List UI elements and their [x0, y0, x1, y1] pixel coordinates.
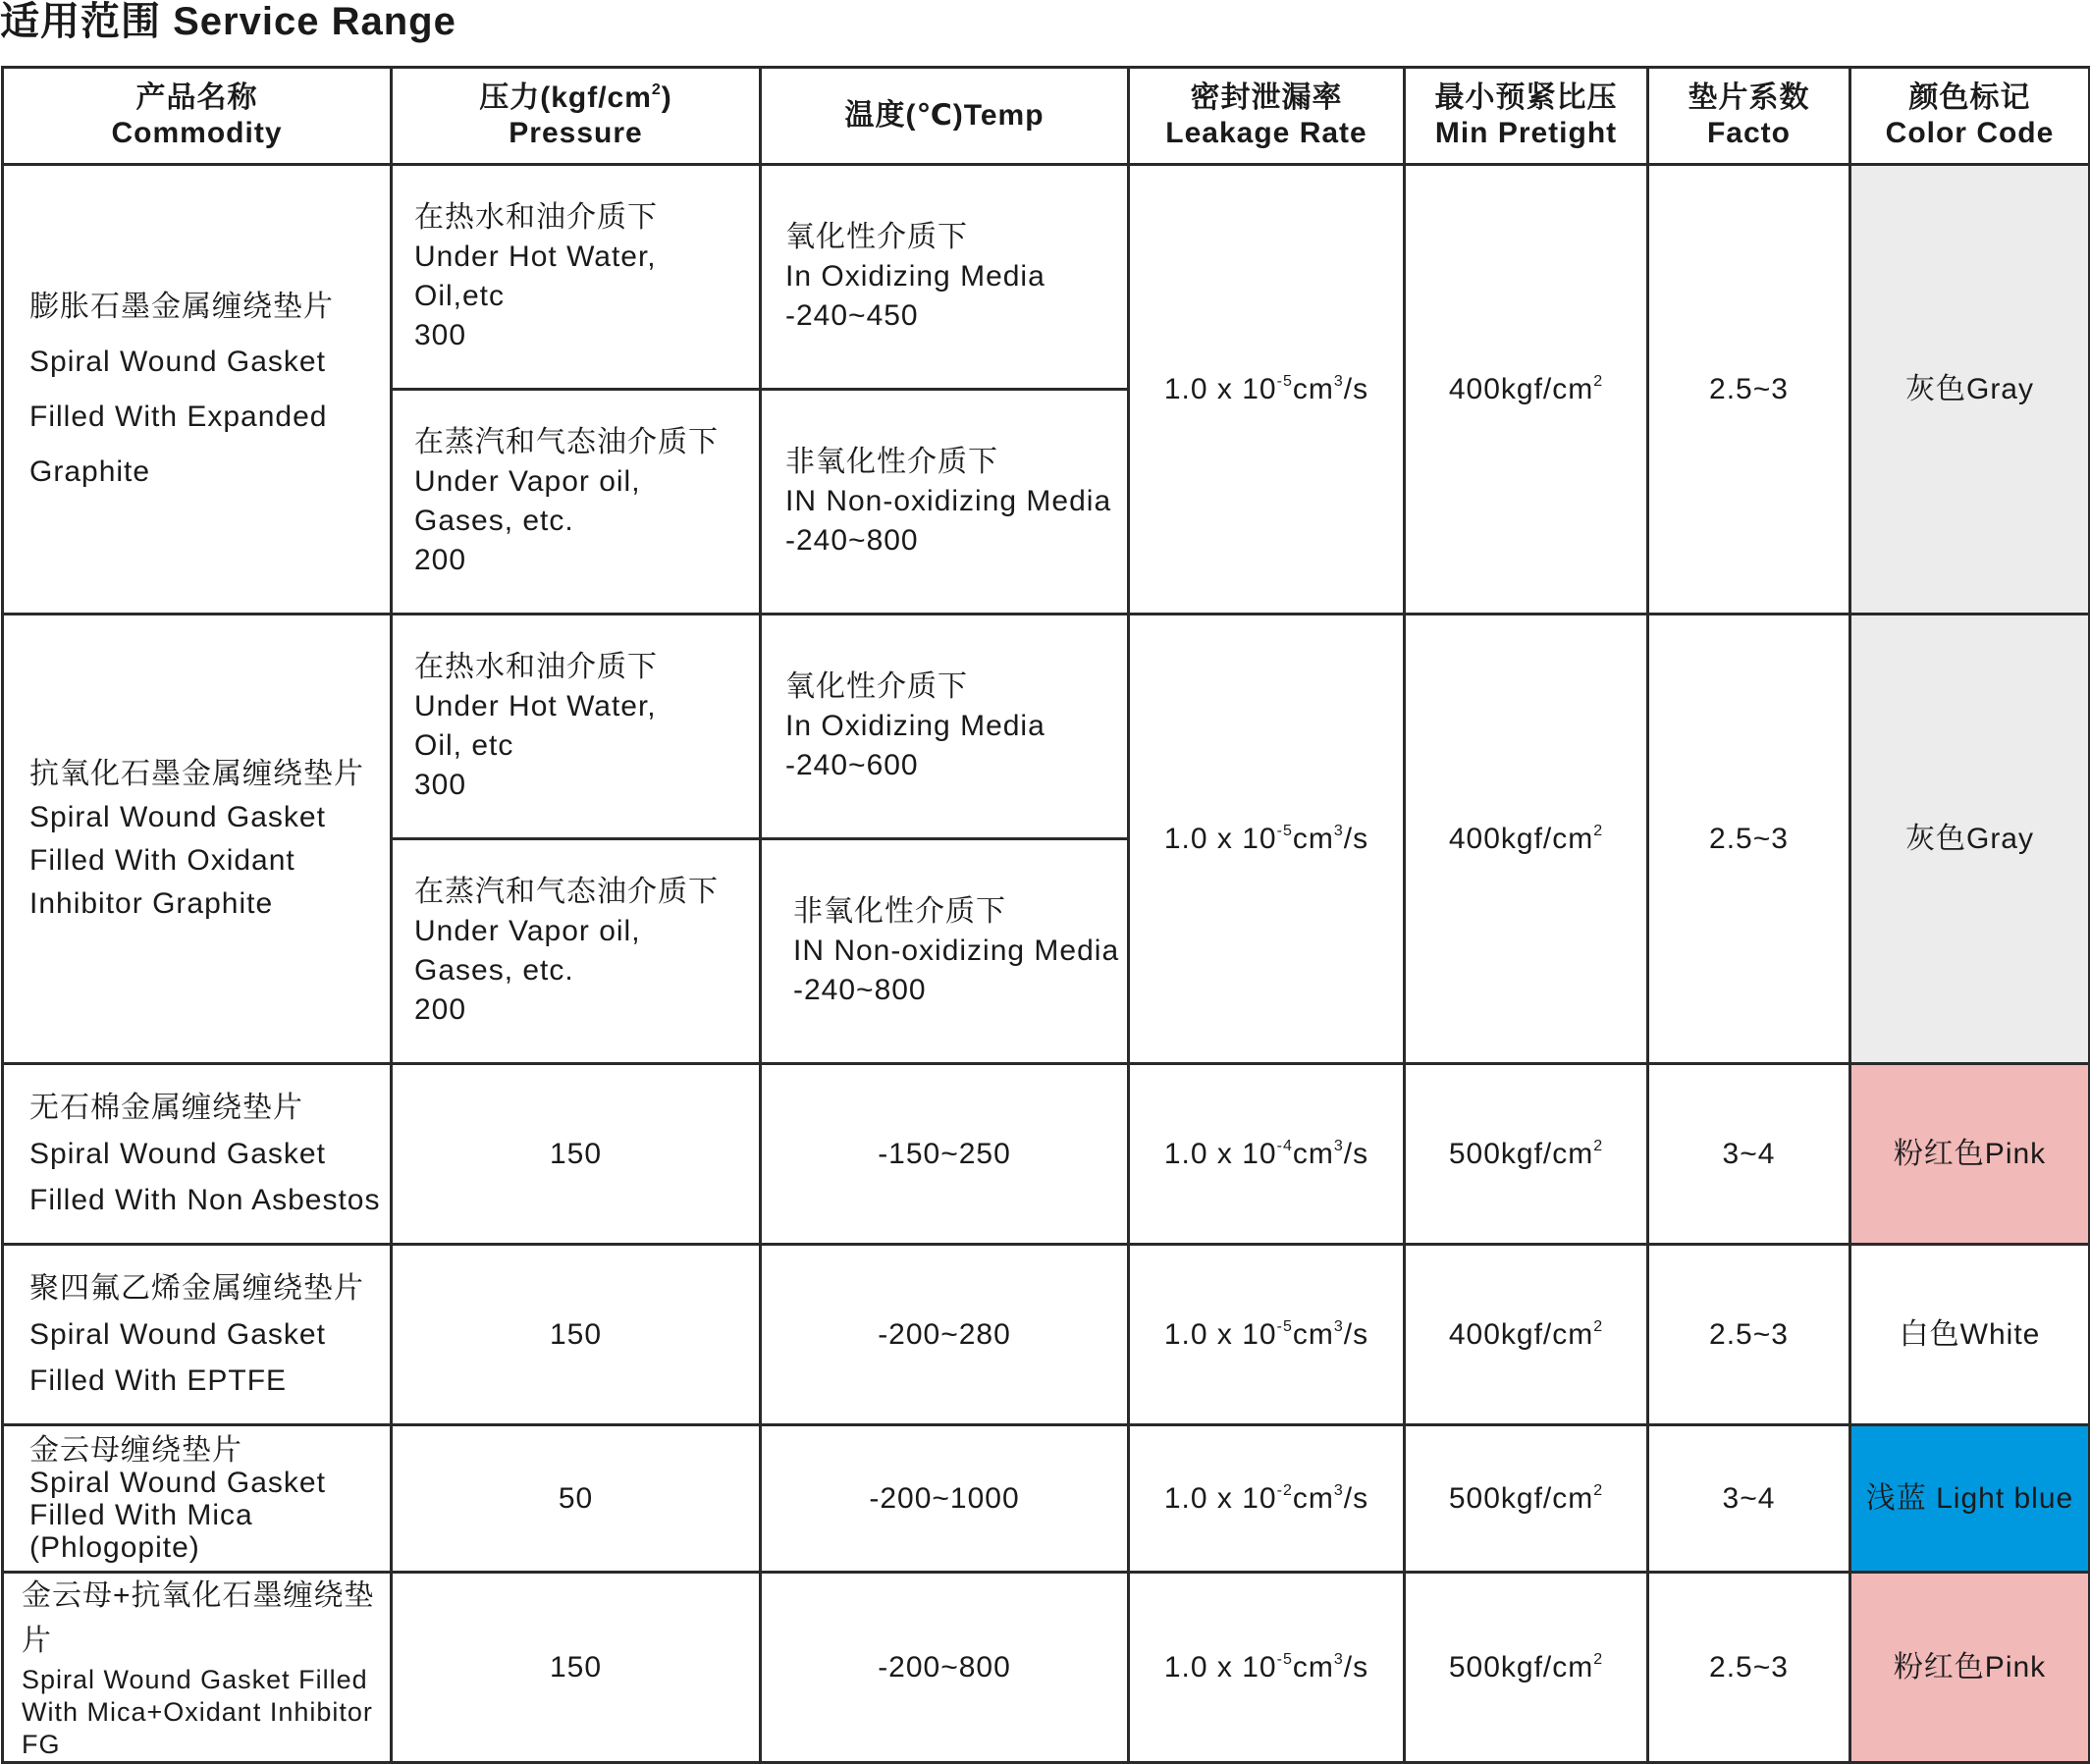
leakage-unit-exp: 3: [1333, 1317, 1344, 1335]
table-row: [3, 615, 2090, 839]
pretight-exp: 2: [1593, 822, 1604, 839]
header-pretight-en: Min Pretight: [1434, 117, 1618, 149]
leakage-unit: cm: [1292, 1137, 1334, 1170]
pretight-exp: 2: [1593, 1650, 1604, 1668]
temp-cell: -150~250: [761, 1064, 1129, 1245]
leakage-base: 1.0 x 10: [1163, 1137, 1277, 1170]
leakage-unit-exp: 3: [1333, 1650, 1344, 1668]
pretight-value: 400kgf/cm: [1448, 822, 1594, 855]
commodity-cn: 金云母+抗氧化石墨缠绕垫片: [22, 1579, 375, 1657]
pressure-cn: 在热水和油介质下: [414, 651, 658, 683]
table-row: [3, 1064, 2090, 1245]
leakage-suffix: /s: [1343, 372, 1369, 405]
pressure-cell: 150: [392, 1245, 761, 1425]
pressure-en: Under Hot Water,: [414, 241, 657, 273]
pretight-value: 400kgf/cm: [1448, 372, 1594, 405]
pretight-value: 500kgf/cm: [1448, 1137, 1594, 1170]
header-factor-cn: 垫片系数: [1688, 81, 1810, 114]
header-pressure: [392, 68, 761, 165]
pressure-cell: [392, 165, 761, 390]
header-leakage: [1129, 68, 1405, 165]
pretight-cell: [1405, 1425, 1648, 1573]
header-leakage-cn: 密封泄漏率: [1190, 81, 1343, 114]
header-pressure-close: ): [661, 81, 672, 114]
pretight-exp: 2: [1593, 1137, 1604, 1154]
leakage-suffix: /s: [1343, 1650, 1369, 1684]
header-commodity: [3, 68, 392, 165]
factor-cell: 2.5~3: [1648, 1245, 1850, 1425]
header-commodity-cn: 产品名称: [135, 81, 258, 114]
commodity-cell: [3, 1573, 392, 1763]
leakage-unit: cm: [1292, 1481, 1334, 1515]
pretight-exp: 2: [1593, 1317, 1604, 1335]
header-leakage-en: Leakage Rate: [1165, 117, 1367, 149]
commodity-en: Spiral Wound Gasket: [29, 1318, 326, 1351]
commodity-en: Inhibitor Graphite: [29, 886, 274, 920]
factor-cell: 2.5~3: [1648, 1573, 1850, 1763]
pretight-value: 400kgf/cm: [1448, 1317, 1594, 1351]
pretight-cell: [1405, 1245, 1648, 1425]
pressure-en: Under Vapor oil,: [414, 915, 641, 947]
pretight-cell: [1405, 165, 1648, 615]
leakage-exp: -5: [1276, 1317, 1293, 1335]
pretight-cell: [1405, 1573, 1648, 1763]
leakage-suffix: /s: [1343, 822, 1369, 855]
leakage-unit: cm: [1292, 1650, 1334, 1684]
leakage-exp: -5: [1276, 1650, 1293, 1668]
header-color: [1850, 68, 2090, 165]
color-code-cell: 灰色Gray: [1850, 615, 2090, 1064]
temp-en: IN Non-oxidizing Media: [785, 485, 1112, 517]
factor-cell: 3~4: [1648, 1064, 1850, 1245]
pressure-en: Under Hot Water,: [414, 690, 657, 722]
header-temp: 温度(℃)Temp: [761, 68, 1129, 165]
pretight-cell: [1405, 615, 1648, 1064]
header-pressure-text: 压力(kgf/cm: [479, 81, 652, 114]
leakage-unit: cm: [1292, 372, 1334, 405]
commodity-cn: 抗氧化石墨金属缠绕垫片: [29, 757, 364, 790]
commodity-cell: [3, 1064, 392, 1245]
leakage-unit-exp: 3: [1333, 822, 1344, 839]
leakage-cell: [1129, 1245, 1405, 1425]
pressure-cell: [392, 615, 761, 839]
header-color-cn: 颜色标记: [1908, 81, 2031, 114]
leakage-base: 1.0 x 10: [1163, 372, 1277, 405]
temp-value: -240~800: [793, 974, 927, 1006]
pressure-cell: 150: [392, 1064, 761, 1245]
leakage-suffix: /s: [1343, 1481, 1369, 1515]
factor-cell: 2.5~3: [1648, 615, 1850, 1064]
leakage-unit-exp: 3: [1333, 372, 1344, 390]
header-commodity-en: Commodity: [111, 117, 283, 149]
commodity-en: Filled With EPTFE: [29, 1364, 288, 1397]
leakage-unit-exp: 3: [1333, 1481, 1344, 1499]
commodity-en: (Phlogopite): [29, 1530, 200, 1564]
pressure-en: Gases, etc.: [414, 505, 574, 537]
pressure-cell: 150: [392, 1573, 761, 1763]
temp-en: In Oxidizing Media: [785, 260, 1045, 293]
pressure-cn: 在蒸汽和气态油介质下: [414, 876, 719, 908]
leakage-cell: [1129, 615, 1405, 1064]
header-row: [3, 68, 2090, 165]
temp-en: In Oxidizing Media: [785, 710, 1045, 742]
pressure-en: Oil,etc: [414, 280, 506, 312]
pressure-cn: 在蒸汽和气态油介质下: [414, 426, 719, 458]
commodity-cell: [3, 1425, 392, 1573]
pretight-cell: [1405, 1064, 1648, 1245]
pressure-value: 200: [414, 993, 467, 1026]
pressure-cell: [392, 390, 761, 615]
commodity-en: Filled With Mica: [29, 1498, 253, 1531]
pressure-cn: 在热水和油介质下: [414, 201, 658, 234]
table-row: [3, 1245, 2090, 1425]
leakage-exp: -5: [1276, 372, 1293, 390]
leakage-base: 1.0 x 10: [1163, 1317, 1277, 1351]
temp-cell: -200~280: [761, 1245, 1129, 1425]
commodity-cell: [3, 165, 392, 615]
temp-value: -240~450: [785, 299, 919, 332]
pressure-cell: 50: [392, 1425, 761, 1573]
commodity-en: Spiral Wound Gasket: [29, 800, 326, 833]
leakage-base: 1.0 x 10: [1163, 1650, 1277, 1684]
leakage-suffix: /s: [1343, 1137, 1369, 1170]
temp-value: -240~800: [785, 524, 919, 557]
table-row: [3, 1573, 2090, 1763]
temp-cell: [761, 615, 1129, 839]
temp-cn: 氧化性介质下: [785, 221, 968, 253]
pressure-cell: [392, 839, 761, 1064]
commodity-en: Graphite: [29, 454, 151, 488]
header-color-en: Color Code: [1885, 117, 2055, 149]
temp-cell: [761, 390, 1129, 615]
table-row: [3, 1425, 2090, 1573]
factor-cell: 3~4: [1648, 1425, 1850, 1573]
pressure-value: 300: [414, 319, 467, 351]
leakage-exp: -4: [1276, 1137, 1293, 1154]
pretight-value: 500kgf/cm: [1448, 1481, 1594, 1515]
pressure-en: Oil, etc: [414, 729, 514, 762]
header-pretight: [1405, 68, 1648, 165]
color-code-cell: 灰色Gray: [1850, 165, 2090, 615]
temp-value: -240~600: [785, 749, 919, 781]
commodity-cell: [3, 1245, 392, 1425]
commodity-en: Filled With Oxidant: [29, 843, 295, 877]
color-code-cell: 粉红色Pink: [1850, 1064, 2090, 1245]
leakage-cell: [1129, 165, 1405, 615]
color-code-cell: 浅蓝 Light blue: [1850, 1425, 2090, 1573]
color-code-cell: 白色White: [1850, 1245, 2090, 1425]
commodity-cn: 无石棉金属缠绕垫片: [29, 1092, 303, 1124]
pretight-exp: 2: [1593, 372, 1604, 390]
temp-cell: -200~800: [761, 1573, 1129, 1763]
header-factor-en: Facto: [1706, 117, 1791, 149]
commodity-en: Filled With Expanded: [29, 400, 328, 433]
leakage-exp: -2: [1276, 1481, 1293, 1499]
service-range-table: [1, 66, 2090, 1764]
pressure-en: Under Vapor oil,: [414, 465, 641, 498]
header-factor: [1648, 68, 1850, 165]
pretight-value: 500kgf/cm: [1448, 1650, 1594, 1684]
temp-cell: [761, 839, 1129, 1064]
table-row: [3, 165, 2090, 390]
color-code-cell: 粉红色Pink: [1850, 1573, 2090, 1763]
leakage-cell: [1129, 1425, 1405, 1573]
leakage-base: 1.0 x 10: [1163, 822, 1277, 855]
commodity-cn: 聚四氟乙烯金属缠绕垫片: [29, 1272, 364, 1305]
leakage-cell: [1129, 1064, 1405, 1245]
temp-cell: [761, 165, 1129, 390]
leakage-suffix: /s: [1343, 1317, 1369, 1351]
temp-cell: -200~1000: [761, 1425, 1129, 1573]
leakage-exp: -5: [1276, 822, 1293, 839]
commodity-en: Filled With Non Asbestos: [29, 1184, 381, 1216]
commodity-en: Spiral Wound Gasket: [29, 345, 326, 378]
temp-cn: 非氧化性介质下: [785, 446, 998, 478]
temp-cn: 氧化性介质下: [785, 670, 968, 703]
commodity-en: Spiral Wound Gasket: [29, 1138, 326, 1170]
commodity-cn: 金云母缠绕垫片: [29, 1433, 242, 1467]
commodity-cn: 膨胀石墨金属缠绕垫片: [29, 290, 334, 323]
header-pressure-en: Pressure: [509, 117, 643, 149]
leakage-cell: [1129, 1573, 1405, 1763]
leakage-unit: cm: [1292, 1317, 1334, 1351]
pressure-value: 300: [414, 769, 467, 801]
page-title: 适用范围 Service Range: [0, 0, 456, 43]
pretight-exp: 2: [1593, 1481, 1604, 1499]
commodity-en: Spiral Wound Gasket: [29, 1466, 326, 1499]
header-pressure-cn: [393, 80, 759, 116]
temp-cn: 非氧化性介质下: [793, 895, 1006, 928]
leakage-unit-exp: 3: [1333, 1137, 1344, 1154]
pressure-value: 200: [414, 544, 467, 576]
pressure-en: Gases, etc.: [414, 954, 574, 987]
commodity-en: Spiral Wound Gasket Filled: [22, 1665, 368, 1694]
header-pressure-exp: 2: [651, 81, 662, 98]
header-pretight-cn: 最小预紧比压: [1434, 81, 1618, 114]
factor-cell: 2.5~3: [1648, 165, 1850, 615]
commodity-en: With Mica+Oxidant Inhibitor FG: [22, 1697, 373, 1759]
temp-en: IN Non-oxidizing Media: [793, 935, 1120, 967]
commodity-cell: [3, 615, 392, 1064]
leakage-base: 1.0 x 10: [1163, 1481, 1277, 1515]
leakage-unit: cm: [1292, 822, 1334, 855]
